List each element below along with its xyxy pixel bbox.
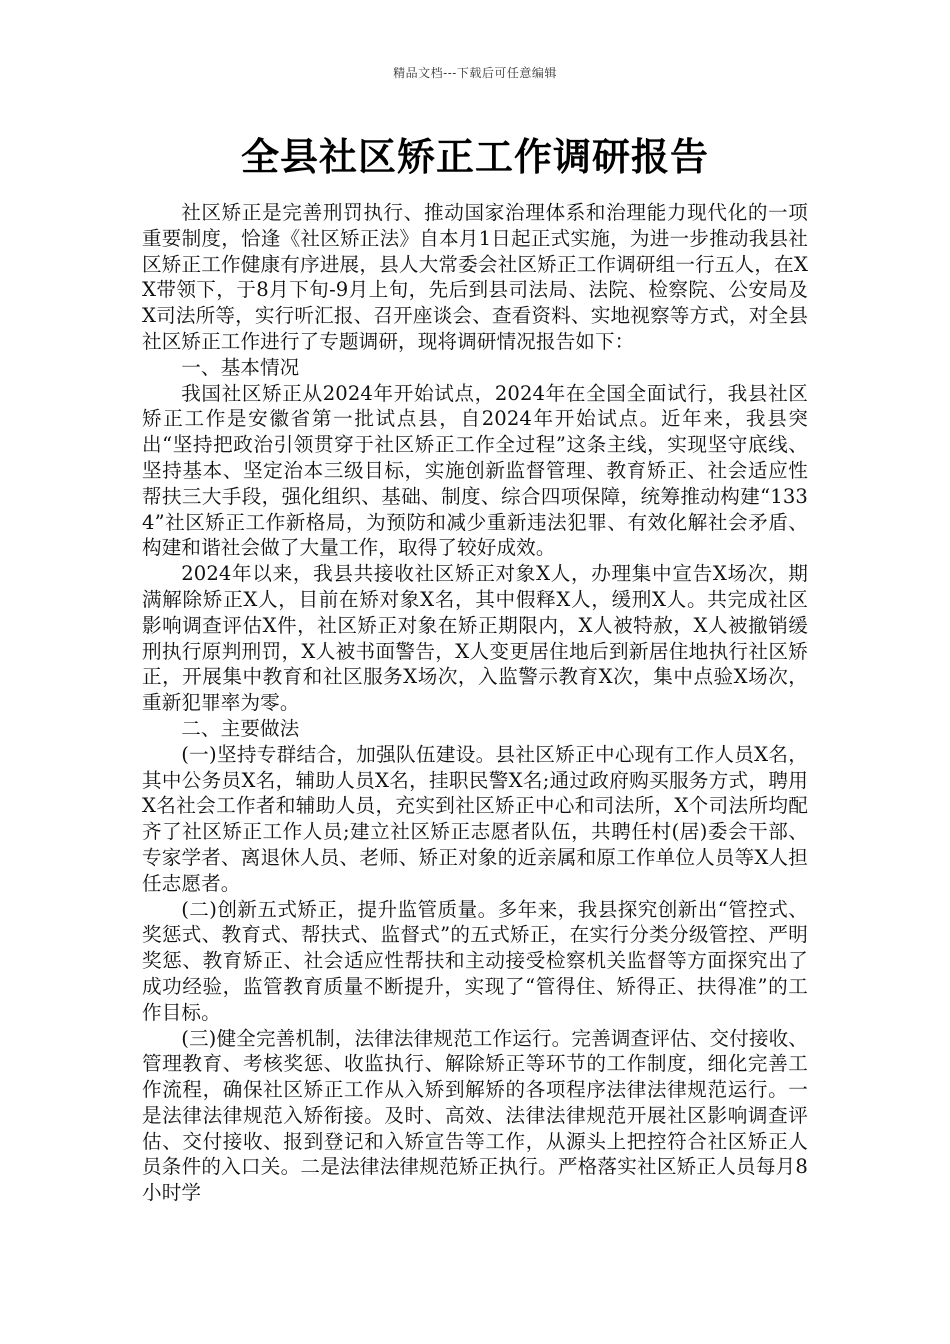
document-title: 全县社区矫正工作调研报告 bbox=[240, 135, 709, 179]
paragraph-intro: 社区矫正是完善刑罚执行、推动国家治理体系和治理能力现代化的一项重要制度，恰逢《社区矫正法》自本月1日起正式实施，为进一步推动我县社区矫正工作健康有序进展，县人大常委会社区矫正工作调研组一行五人，在XX带领下，于8月下旬-9月上旬，先后到县司法局、法院、检察院、公安局及X司法所等，实行听汇报、召开座谈会、查看资料、实地视察等方式，对全县社区矫正工作进行了专题调研，现将调研情况报告如下： bbox=[142, 201, 808, 353]
paragraph-practice-3: (三)健全完善机制，法律法律规范工作运行。完善调查评估、交付接收、管理教育、考核奖惩、收监执行、解除矫正等环节的工作制度，细化完善工作流程，确保社区矫正工作从入矫到解矫的各项程序法律法律规范运行。一是法律法律规范入矫衔接。及时、高效、法律法律规范开展社区影响调查评估、交付接收、报到登记和入矫宣告等工作，从源头上把控符合社区矫正人员条件的入口关。二是法律法律规范矫正执行。严格落实社区矫正人员每月8小时学 bbox=[142, 1026, 808, 1205]
section-heading-practices: 二、主要做法 bbox=[181, 716, 300, 740]
section-heading-basic: 一、基本情况 bbox=[181, 355, 300, 379]
paragraph-basic-statistics: 2024年以来，我县共接收社区矫正对象X人，办理集中宣告X场次，期满解除矫正X人，目前在矫对象X名，其中假释X人，缓刑X人。共完成社区影响调查评估X件，社区矫正对象在矫正期限内，X人被特赦，X人被撤销缓刑执行原判刑罚，X人被书面警告，X人变更居住地后到新居住地执行社区矫正，开展集中教育和社区服务X场次，入监警示教育X次，集中点验X场次，重新犯罪率为零。 bbox=[142, 562, 808, 715]
paragraph-practice-1: (一)坚持专群结合，加强队伍建设。县社区矫正中心现有工作人员X名，其中公务员X名，辅助人员X名，挂职民警X名;通过政府购买服务方式，聘用X名社会工作者和辅助人员，充实到社区矫正中心和司法所，X个司法所均配齐了社区矫正工作人员;建立社区矫正志愿者队伍，共聘任村(居)委会干部、专家学者、离退休人员、老师、矫正对象的近亲属和原工作单位人员等X人担任志愿者。 bbox=[142, 742, 808, 895]
paragraph-basic-overview: 我国社区矫正从2024年开始试点，2024年在全国全面试行，我县社区矫正工作是安徽省第一批试点县，自2024年开始试点。近年来，我县突出“坚持把政治引领贯穿于社区矫正工作全过程”这条主线，实现坚守底线、坚持基本、坚定治本三级目标，实施创新监督管理、教育矫正、社会适应性帮扶三大手段，强化组织、基础、制度、综合四项保障，统筹推动构建“1334”社区矫正工作新格局，为预防和减少重新违法犯罪、有效化解社会矛盾、构建和谐社会做了大量工作，取得了较好成效。 bbox=[142, 381, 808, 560]
document-body bbox=[142, 200, 808, 1206]
page-header: 精品文档---下载后可任意编辑 bbox=[393, 66, 557, 80]
paragraph-practice-2: (二)创新五式矫正，提升监管质量。多年来，我县探究创新出“管控式、奖惩式、教育式、帮扶式、监督式”的五式矫正，在实行分类分级管控、严明奖惩、教育矫正、社会适应性帮扶和主动接受检察机关监督等方面探究出了成功经验，监管教育质量不断提升，实现了“管得住、矫得正、扶得准”的工作目标。 bbox=[142, 897, 808, 1024]
